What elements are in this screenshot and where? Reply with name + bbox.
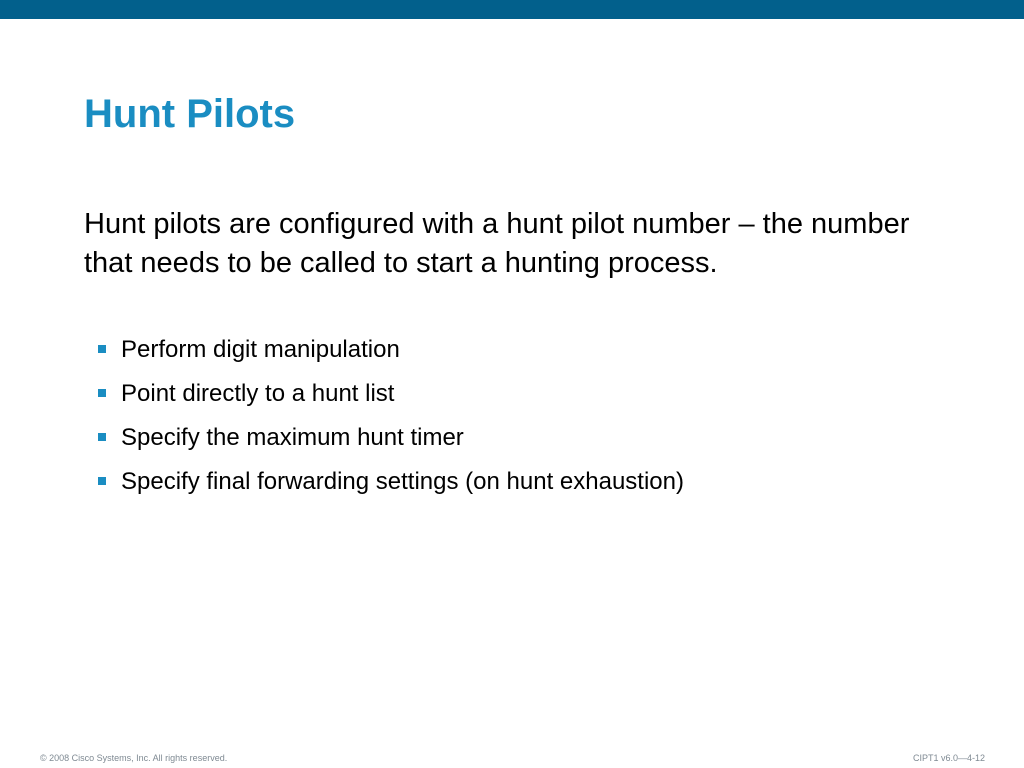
header-bar bbox=[0, 0, 1024, 19]
slide-identifier: CIPT1 v6.0—4-12 bbox=[912, 753, 985, 763]
copyright-notice: © 2008 Cisco Systems, Inc. All rights reserved. bbox=[40, 753, 228, 763]
bullet-text: Point directly to a hunt list bbox=[121, 380, 395, 407]
slide-title: Hunt Pilots bbox=[84, 92, 296, 136]
square-bullet-icon bbox=[98, 477, 106, 485]
square-bullet-icon bbox=[98, 433, 106, 441]
intro-paragraph: Hunt pilots are configured with a hunt pilot number – the number that needs to be called to start a hunting process. bbox=[84, 208, 910, 279]
bullet-text: Specify final forwarding settings (on hunt exhaustion) bbox=[121, 468, 684, 495]
bullet-text: Perform digit manipulation bbox=[121, 336, 400, 363]
bullet-text: Specify the maximum hunt timer bbox=[121, 424, 464, 451]
square-bullet-icon bbox=[98, 345, 106, 353]
square-bullet-icon bbox=[98, 389, 106, 397]
